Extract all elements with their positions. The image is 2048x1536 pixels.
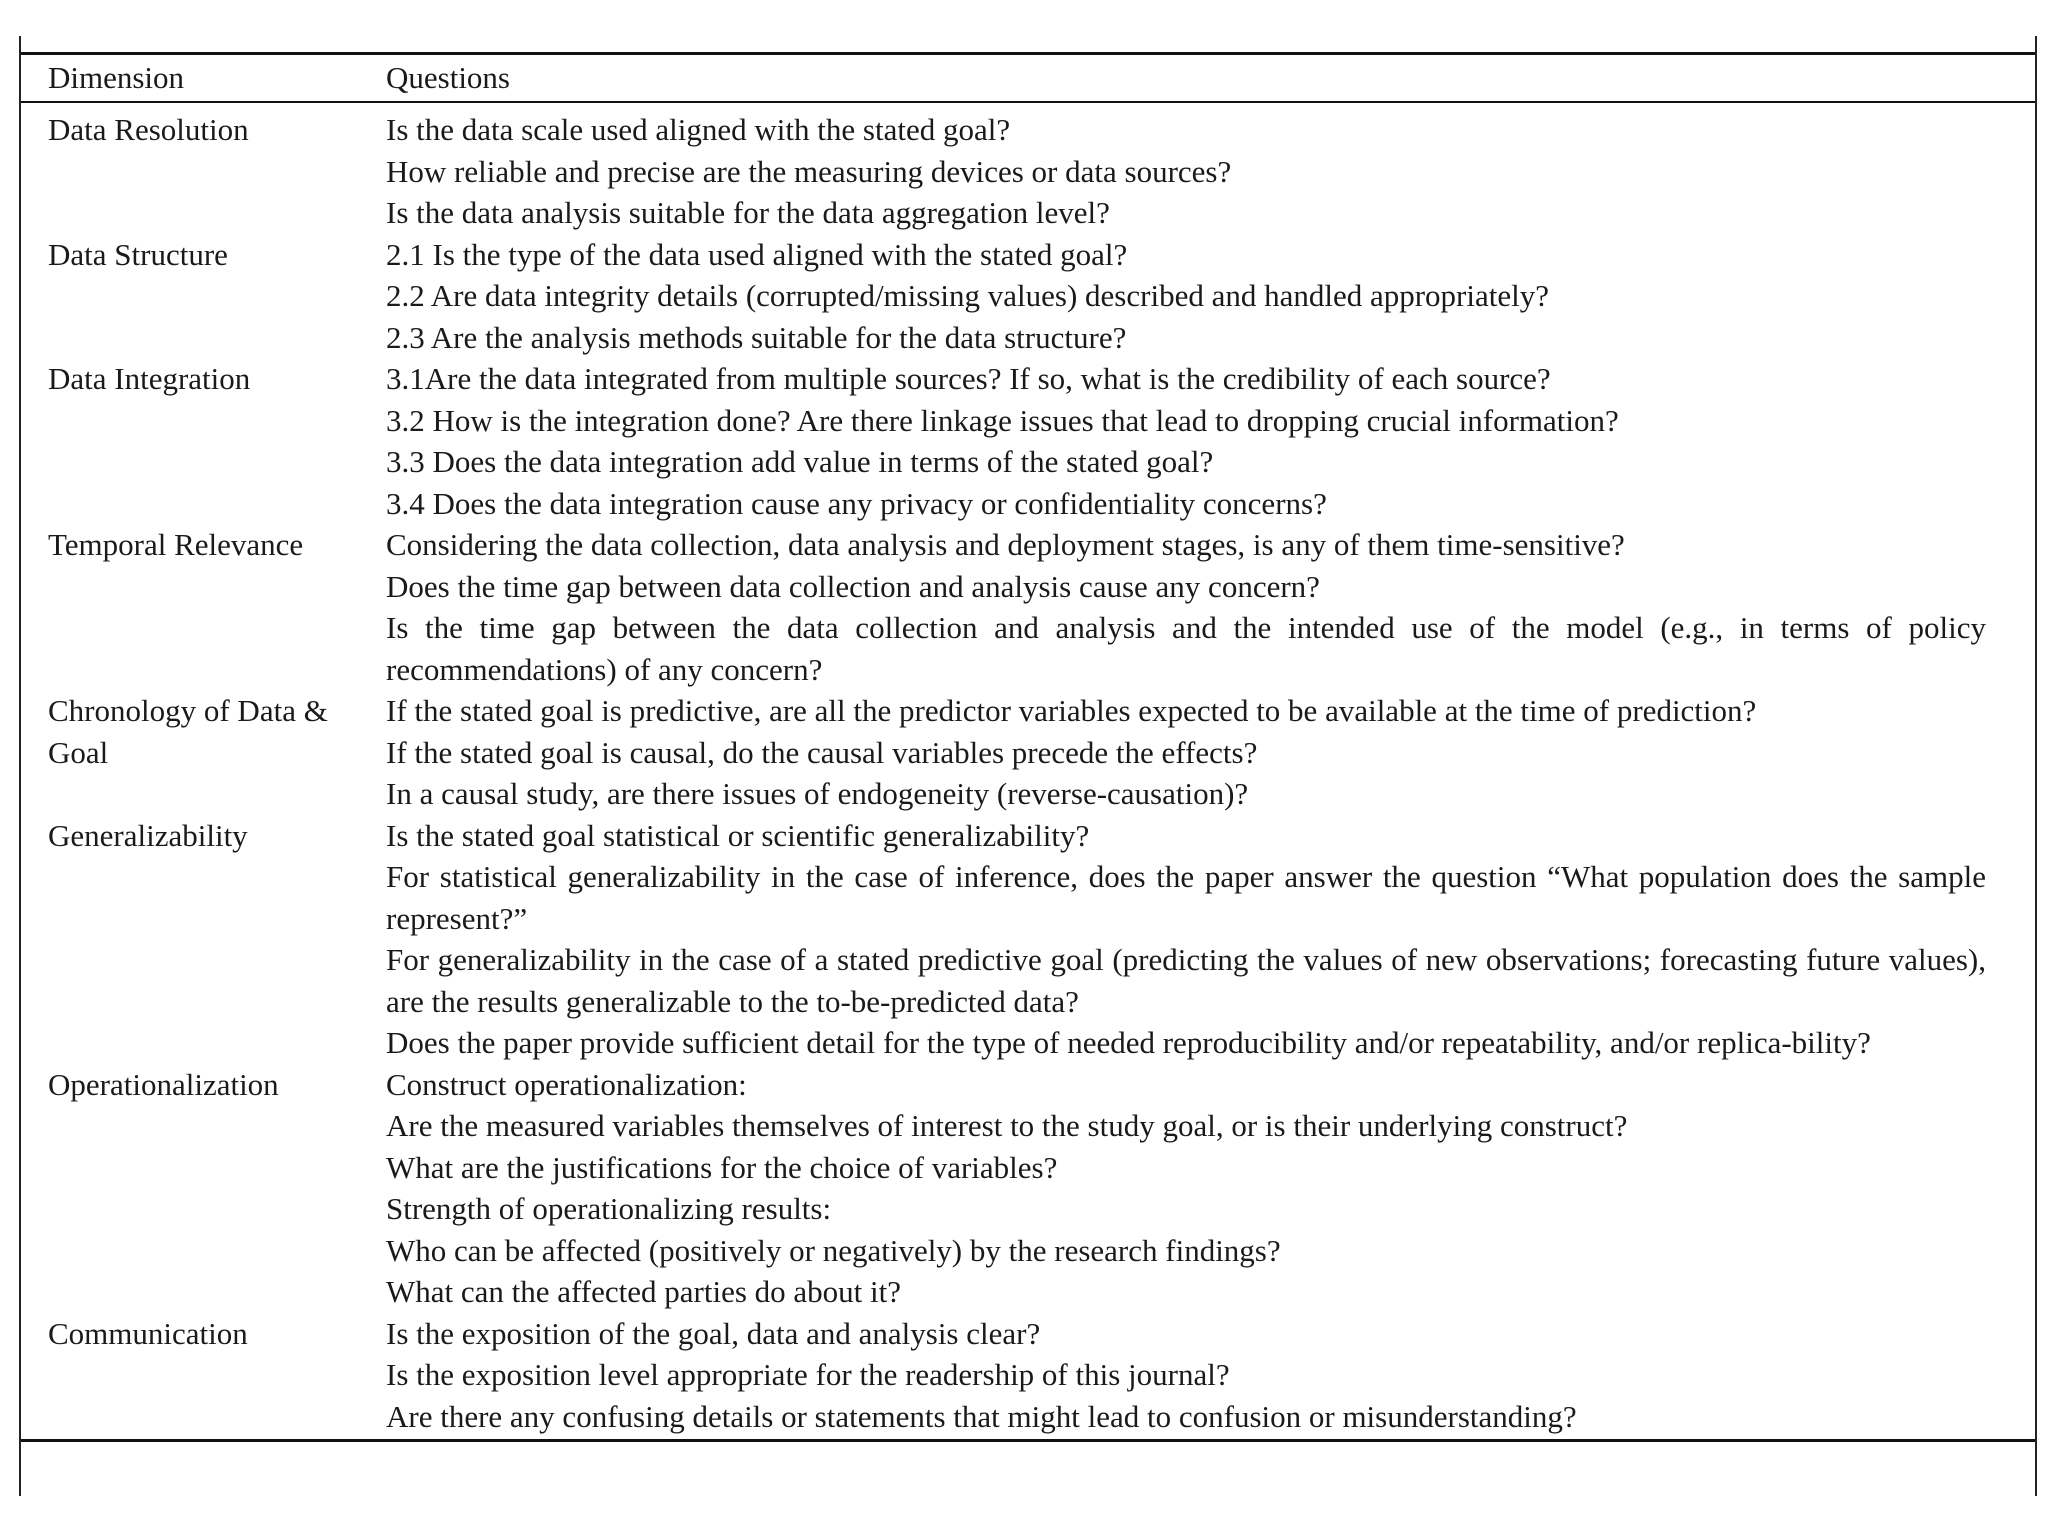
question-line: Who can be affected (positively or negatively) by the research findings? [386, 1232, 1281, 1268]
question-line: For generalizability in the case of a stated predictive goal (predicting the values of new observations; forecasting future values), are the results generalizable to the to-be-predicted data? [386, 942, 1986, 1019]
question-line: 3.3 Does the data integration add value in terms of the stated goal? [386, 444, 1214, 479]
dimension-cell: Chronology of Data & Goal [48, 693, 328, 770]
question-line: Strength of operationalizing results: [386, 1191, 832, 1226]
question-line: 2.1 Is the type of the data used aligned with the stated goal? [386, 236, 1128, 272]
question-line: Is the data analysis suitable for the data aggregation level? [386, 195, 1110, 230]
question-line: What are the justifications for the choice of variables? [386, 1149, 1058, 1185]
question-line: Are there any confusing details or statements that might lead to confusion or misunderstanding? [386, 1398, 1577, 1434]
question-line: 3.2 How is the integration done? Are there linkage issues that lead to dropping crucial information? [386, 402, 1619, 438]
table-row [21, 524, 2035, 690]
question-line: Is the stated goal statistical or scientific generalizability? [386, 817, 1090, 853]
header-questions: Questions [386, 60, 510, 95]
question-line: Is the time gap between the data collection and analysis and the intended use of the model (e.g., in terms of policy recommendations) of any concern? [386, 610, 1986, 687]
table-row [21, 815, 2035, 1064]
question-line: What can the affected parties do about it? [386, 1274, 901, 1309]
questions-table [21, 52, 2035, 1442]
dimension-cell: Communication [48, 1315, 248, 1351]
dimension-cell: Operationalization [48, 1066, 279, 1102]
table-row [21, 234, 2035, 359]
table-body [21, 103, 2035, 1439]
question-line: 2.2 Are data integrity details (corrupted/missing values) described and handled appropriately? [386, 278, 1549, 313]
table-row [21, 1313, 2035, 1438]
questions-cell [386, 524, 1986, 690]
question-line: If the stated goal is predictive, are all the predictor variables expected to be available at the time of prediction? [386, 693, 1757, 728]
question-line: Is the exposition of the goal, data and analysis clear? [386, 1315, 1041, 1351]
dimension-cell: Data Integration [48, 361, 251, 396]
question-line: If the stated goal is causal, do the causal variables precede the effects? [386, 734, 1258, 770]
question-line: In a causal study, are there issues of endogeneity (reverse-causation)? [386, 776, 1249, 811]
page-edge-right [2035, 36, 2037, 1496]
question-line: Are the measured variables themselves of interest to the study goal, or is their underlying construct? [386, 1108, 1628, 1143]
questions-cell [386, 358, 1986, 524]
table-row [21, 1064, 2035, 1313]
questions-cell [386, 815, 1986, 1064]
question-line: Does the paper provide sufficient detail for the type of needed reproducibility and/or repeatability, and/or replica-bility? [386, 1025, 1871, 1060]
questions-cell [386, 1064, 1986, 1313]
question-line: Does the time gap between data collection and analysis cause any concern? [386, 568, 1320, 604]
table-row [21, 109, 2035, 234]
question-line: 3.4 Does the data integration cause any privacy or confidentiality concerns? [386, 485, 1327, 521]
questions-cell [386, 690, 1986, 815]
question-line: Construct operationalization: [386, 1066, 747, 1102]
questions-cell [386, 234, 1986, 359]
table-header [21, 55, 2035, 103]
question-line: Considering the data collection, data analysis and deployment stages, is any of them time-sensitive? [386, 527, 1625, 562]
question-line: How reliable and precise are the measuring devices or data sources? [386, 153, 1232, 189]
table-row [21, 358, 2035, 524]
header-dimension: Dimension [48, 60, 185, 95]
question-line: 3.1Are the data integrated from multiple sources? If so, what is the credibility of each source? [386, 361, 1551, 396]
question-line: 2.3 Are the analysis methods suitable for the data structure? [386, 319, 1127, 355]
dimension-cell: Temporal Relevance [48, 527, 304, 562]
question-line: Is the data scale used aligned with the stated goal? [386, 112, 1011, 147]
table-row [21, 690, 2035, 815]
question-line: For statistical generalizability in the case of inference, does the paper answer the question “What population does the sample represent?” [386, 859, 1986, 936]
questions-cell [386, 1313, 1986, 1438]
questions-cell [386, 109, 1986, 234]
dimension-cell: Data Resolution [48, 112, 249, 147]
question-line: Is the exposition level appropriate for the readership of this journal? [386, 1357, 1230, 1392]
dimension-cell: Generalizability [48, 817, 248, 853]
dimension-cell: Data Structure [48, 236, 228, 272]
